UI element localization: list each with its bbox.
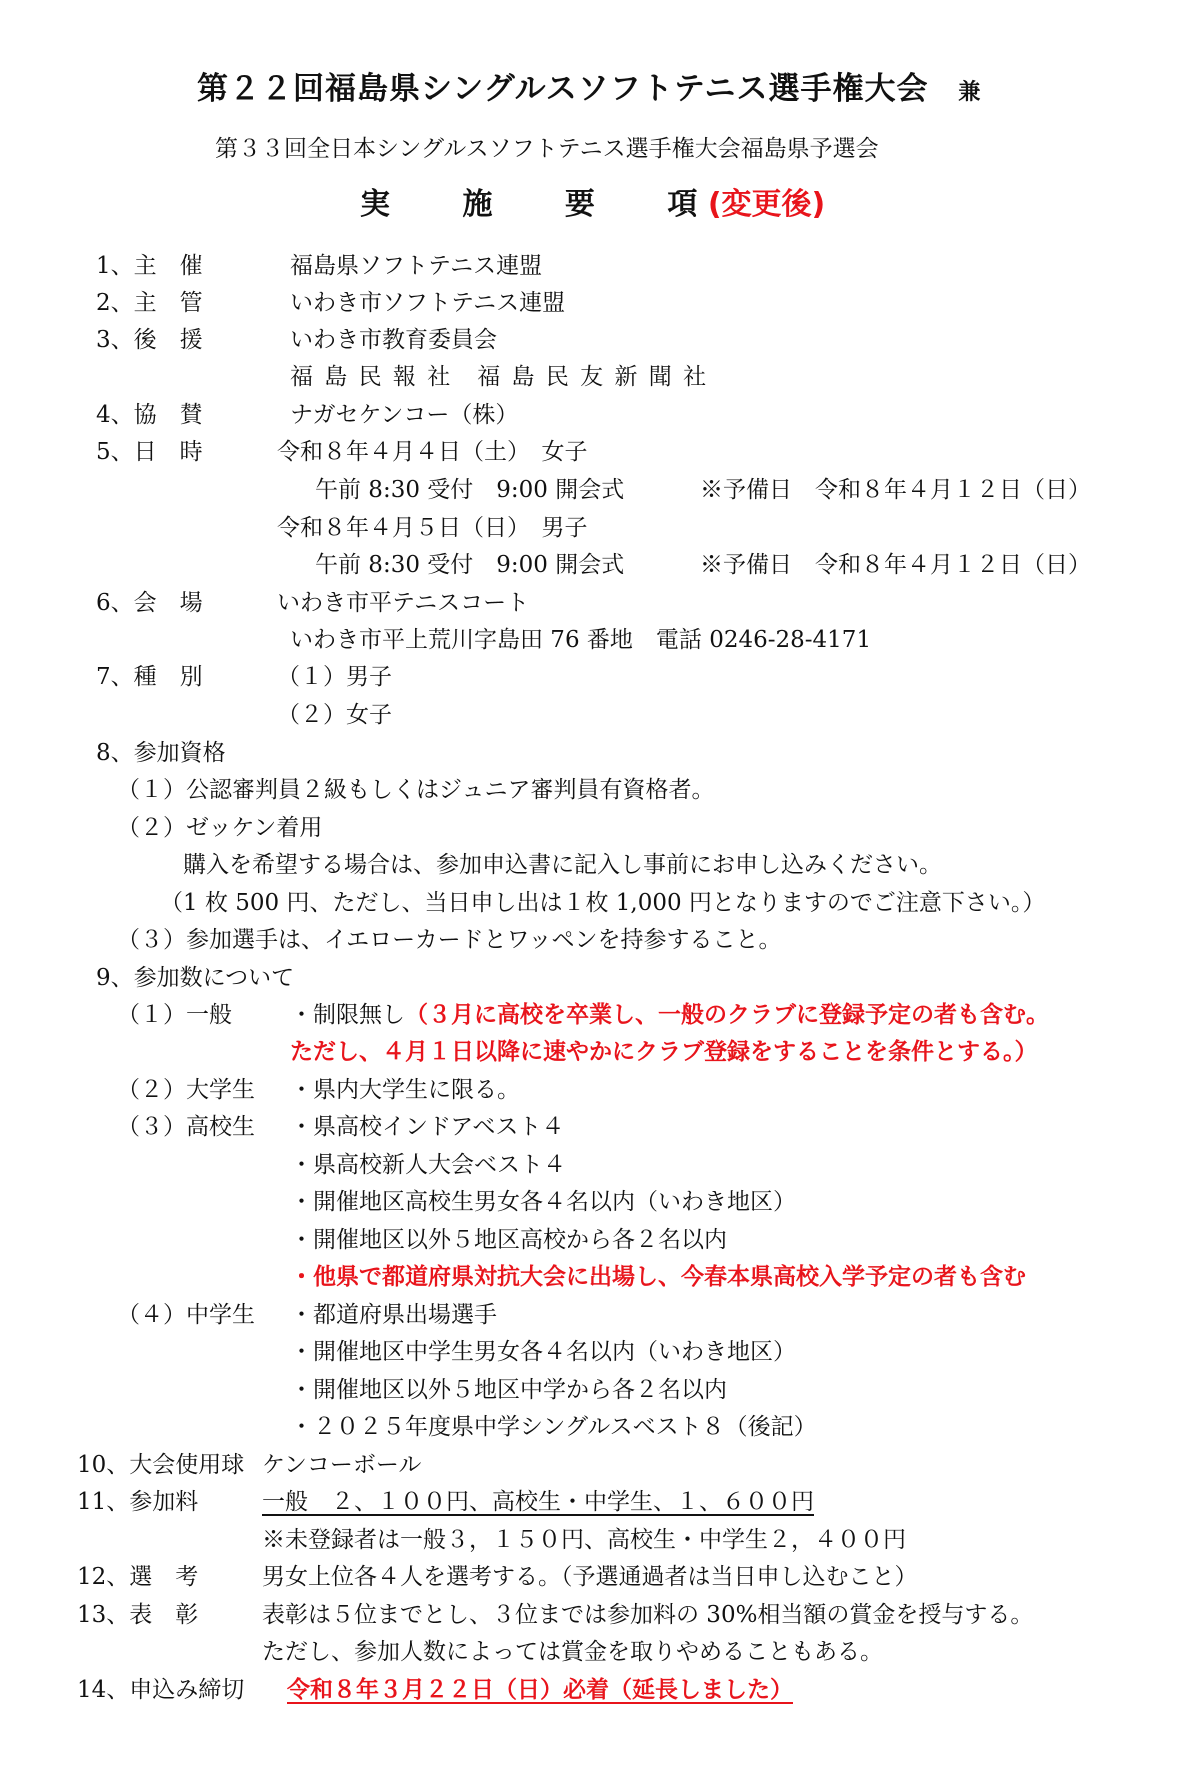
item-9-3-value-4: ・開催地区以外５地区高校から各２名以内 [290,1227,727,1253]
item-8-sub-2-desc: 購入を希望する場合は、参加申込書に記入し事前にお申し込みください。 [183,852,942,878]
item-13-label: 13、表 彰 [77,1602,199,1628]
item-9-2-value: ・県内大学生に限る。 [290,1077,520,1103]
item-5-reserve-2: ※予備日 令和８年４月１２日（日） [700,552,1091,578]
item-9-3-value-5: ・他県で都道府県対抗大会に出場し、今春本県高校入学予定の者も含む [290,1263,1026,1290]
item-2-label: 2、主 管 [96,290,203,316]
heading-char-3: 要 [564,187,595,222]
item-5-reserve-1: ※予備日 令和８年４月１２日（日） [700,477,1091,503]
item-12-label: 12、選 考 [77,1564,199,1590]
heading-char-4: 項 [667,187,698,222]
section-heading [360,187,826,222]
item-9-3-value-1: ・県高校インドアベスト４ [290,1114,565,1140]
item-9-1-value-text: ・制限無し [290,1002,405,1028]
item-5-label: 5、日 時 [96,439,203,465]
item-9-label: 9、参加数について [96,965,295,991]
document-title [197,71,982,108]
item-5-detail-2: 午前 8:30 受付 9:00 開会式 [315,552,625,578]
item-3-value-2: 福 島 民 報 社 福 島 民 友 新 聞 社 [290,364,709,390]
item-3-value: いわき市教育委員会 [290,327,497,353]
item-6-label: 6、会 場 [96,590,203,616]
item-14-value: 令和８年３月２２日（日）必着（延長しました） [287,1676,793,1703]
item-9-2-label: （２）大学生 [117,1077,255,1103]
item-13-value-2: ただし、参加人数によっては賞金を取りやめることもある。 [262,1639,883,1665]
title-text: 第２２回福島県シングルスソフトテニス選手権大会 [197,71,929,107]
item-8-sub-1: （１）公認審判員２級もしくはジュニア審判員有資格者。 [117,777,715,803]
item-9-4-label: （４）中学生 [117,1302,255,1328]
item-6-value: いわき市平テニスコート [277,590,530,616]
item-7-label: 7、種 別 [96,664,203,690]
heading-char-2: 施 [462,187,493,222]
heading-char-1: 実 [360,187,390,222]
item-9-4-value-3: ・開催地区以外５地区中学から各２名以内 [290,1377,727,1403]
item-4-value: ナガセケンコー（株） [290,402,519,428]
item-14-label: 14、申込み締切 [77,1677,245,1703]
item-8-sub-2-note: （1 枚 500 円、ただし、当日申し出は１枚 1,000 円となりますのでご注意下さい。） [160,890,1046,916]
item-9-1-red-note-1: （３月に高校を卒業し、一般のクラブに登録予定の者も含む。 [405,1001,1049,1028]
item-11-label: 11、参加料 [77,1489,199,1515]
item-4-label: 4、協 賛 [96,402,203,428]
item-10-label: 10、大会使用球 [77,1452,245,1478]
document-subtitle: 第３３回全日本シングルスソフトテニス選手権大会福島県予選会 [215,136,879,162]
item-9-4-value-2: ・開催地区中学生男女各４名以内（いわき地区） [290,1339,796,1365]
item-9-1-label: （１）一般 [117,1002,232,1028]
item-3-label: 3、後 援 [96,327,203,353]
title-suffix: 兼 [958,80,982,105]
item-9-3-label: （３）高校生 [117,1114,255,1140]
item-7-option-2: （２）女子 [277,702,392,728]
item-12-value: 男女上位各４人を選考する。（予選通過者は当日申し込むこと） [262,1564,918,1590]
item-9-1-red-note-2: ただし、４月１日以降に速やかにクラブ登録をすることを条件とする。） [290,1038,1038,1065]
item-9-1-value [290,1000,1049,1030]
item-2-value: いわき市ソフトテニス連盟 [290,290,566,316]
item-8-sub-3: （３）参加選手は、イエローカードとワッペンを持参すること。 [117,927,782,953]
item-11-note: ※未登録者は一般３，１５０円、高校生・中学生２，４００円 [262,1527,906,1553]
item-5-date-1: 令和８年４月４日（土） 女子 [277,439,588,465]
item-5-detail-1: 午前 8:30 受付 9:00 開会式 [315,477,625,503]
item-8-label: 8、参加資格 [96,740,226,766]
item-8-sub-2: （２）ゼッケン着用 [117,815,323,841]
item-9-4-value-4: ・２０２５年度県中学シングルスベスト８（後記） [290,1414,817,1440]
item-1-value: 福島県ソフトテニス連盟 [290,253,543,279]
item-9-4-value-1: ・都道府県出場選手 [290,1302,497,1328]
item-13-value: 表彰は５位までとし、３位までは参加料の 30%相当額の賞金を授与する。 [262,1602,1034,1628]
item-6-address: いわき市平上荒川字島田 76 番地 電話 0246-28-4171 [290,627,872,653]
item-11-value: 一般 ２、１００円、高校生・中学生、１、６００円 [262,1489,814,1515]
item-9-3-value-2: ・県高校新人大会ベスト４ [290,1152,566,1178]
item-10-value: ケンコーボール [262,1452,422,1478]
item-5-date-2: 令和８年４月５日（日） 男子 [277,515,588,541]
heading-change-note: (変更後) [707,187,826,222]
item-7-option-1: （１）男子 [277,664,392,690]
item-1-label: 1、主 催 [96,253,203,279]
item-9-3-value-3: ・開催地区高校生男女各４名以内（いわき地区） [290,1189,796,1215]
